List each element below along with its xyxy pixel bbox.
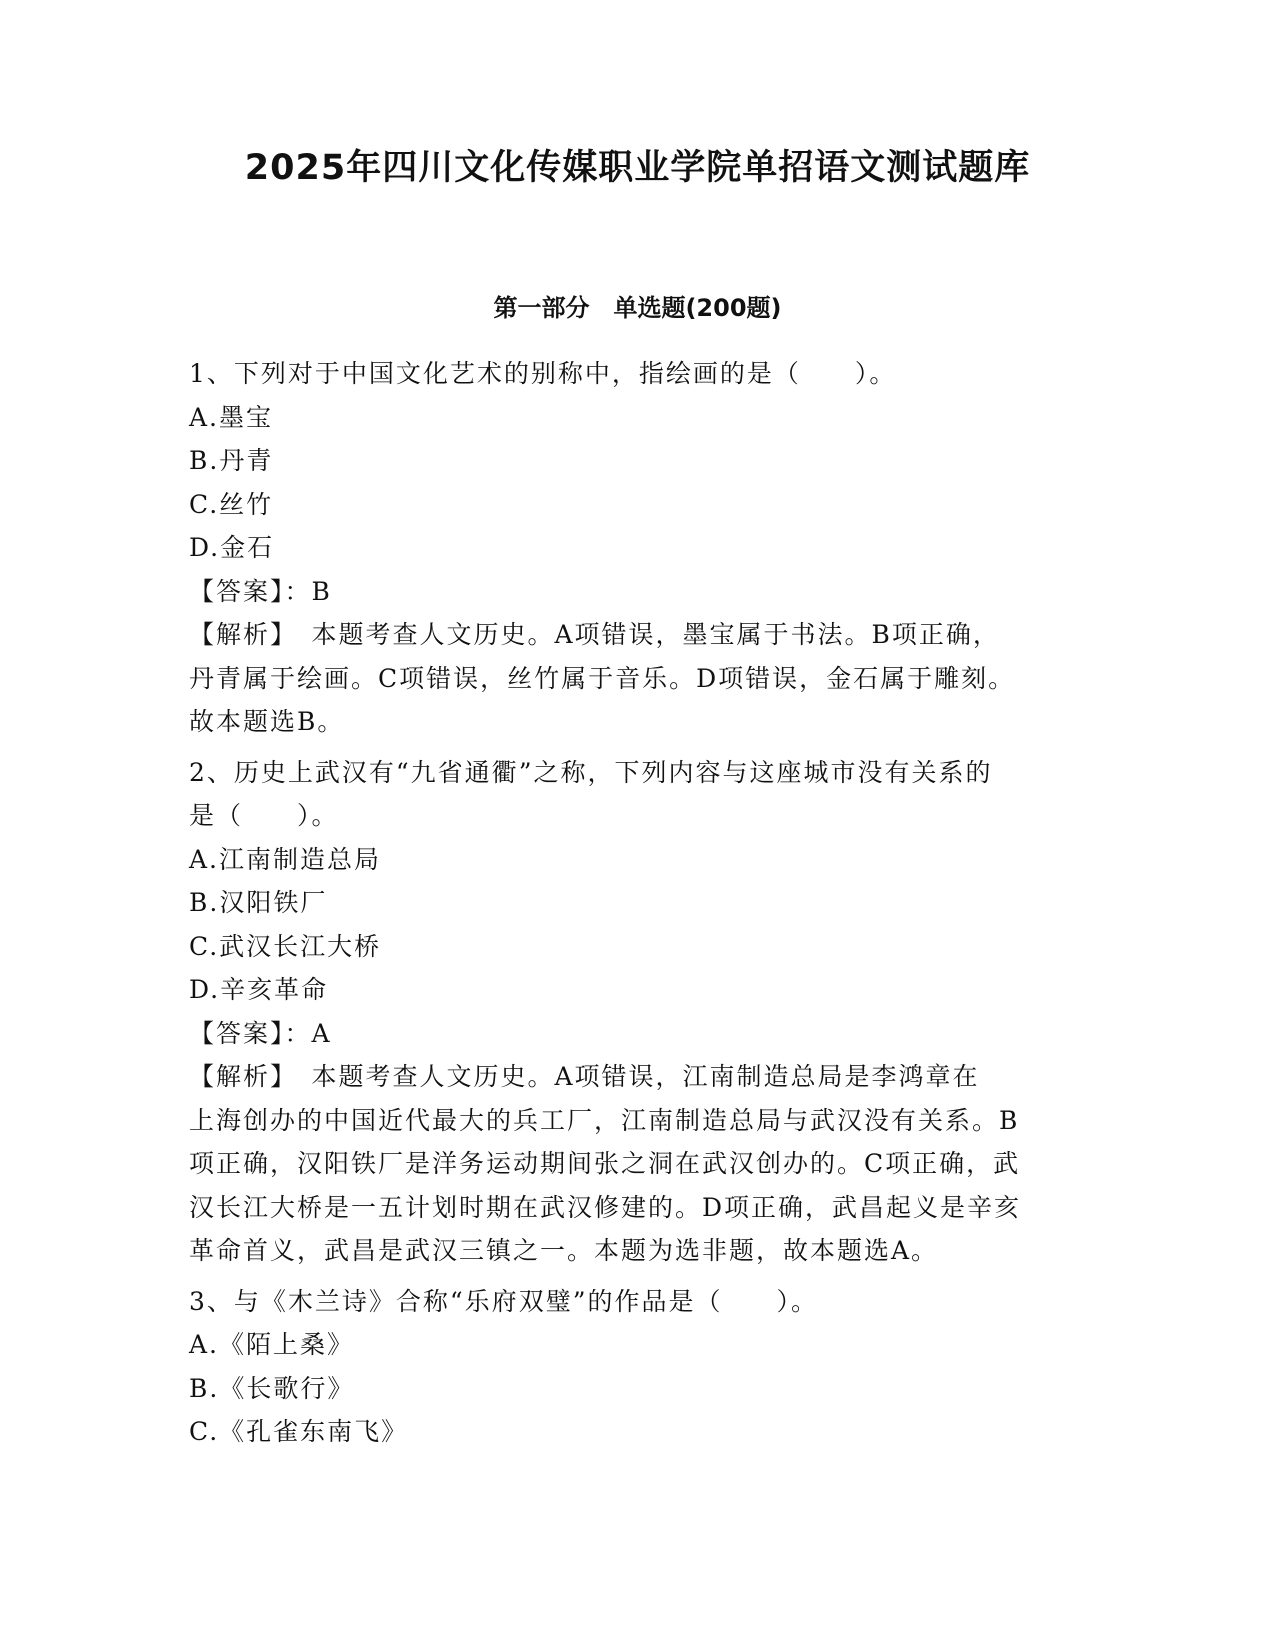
option-a: A.江南制造总局: [189, 844, 382, 874]
document-title: 2025年四川文化传媒职业学院单招语文测试题库: [244, 148, 1031, 188]
analysis-line: 【解析】 本题考查人文历史。A项错误，江南制造总局是李鸿章在: [189, 1062, 980, 1091]
option-d: D.金石: [189, 533, 275, 562]
question-stem: 1、下列对于中国文化艺术的别称中，指绘画的是（ ）。: [189, 359, 897, 388]
question-stem: 3、与《木兰诗》合称“乐府双璧”的作品是（ ）。: [189, 1286, 818, 1316]
option-c: C.武汉长江大桥: [189, 931, 382, 961]
question-list: [189, 352, 1089, 1454]
option-c: C.丝竹: [189, 489, 274, 519]
option-b: B.丹青: [189, 446, 274, 475]
analysis-line: 【解析】 本题考查人文历史。A项错误，墨宝属于书法。B项正确，: [189, 620, 1000, 649]
analysis-line: 上海创办的中国近代最大的兵工厂，江南制造总局与武汉没有关系。B: [189, 1105, 1020, 1135]
option-d: D.辛亥革命: [189, 975, 329, 1004]
section-heading: 第一部分 单选题(200题): [493, 294, 782, 322]
option-a: A.墨宝: [189, 402, 274, 432]
answer: 【答案】：A: [189, 1018, 332, 1048]
question-stem: 2、历史上武汉有“九省通衢”之称，下列内容与这座城市没有关系的: [189, 757, 993, 787]
option-b: B.汉阳铁厂: [189, 888, 328, 917]
analysis-line: 丹青属于绘画。C项错误，丝竹属于音乐。D项错误，金石属于雕刻。: [189, 663, 1016, 693]
question-3: [189, 1280, 1089, 1454]
analysis-line: 故本题选B。: [189, 707, 345, 736]
question-2: [189, 751, 1089, 1273]
question-stem: 是（ ）。: [189, 801, 339, 830]
option-b: B.《长歌行》: [189, 1373, 355, 1403]
analysis-line: 革命首义，武昌是武汉三镇之一。本题为选非题，故本题选A。: [189, 1236, 939, 1265]
analysis-line: 汉长江大桥是一五计划时期在武汉修建的。D项正确，武昌起义是辛亥: [189, 1192, 1022, 1222]
answer: 【答案】：B: [189, 576, 332, 606]
analysis-line: 项正确，汉阳铁厂是洋务运动期间张之洞在武汉创办的。C项正确，武: [189, 1149, 1021, 1178]
option-a: A.《陌上桑》: [189, 1330, 355, 1359]
option-c: C.《孔雀东南飞》: [189, 1417, 409, 1446]
question-1: [189, 352, 1089, 744]
